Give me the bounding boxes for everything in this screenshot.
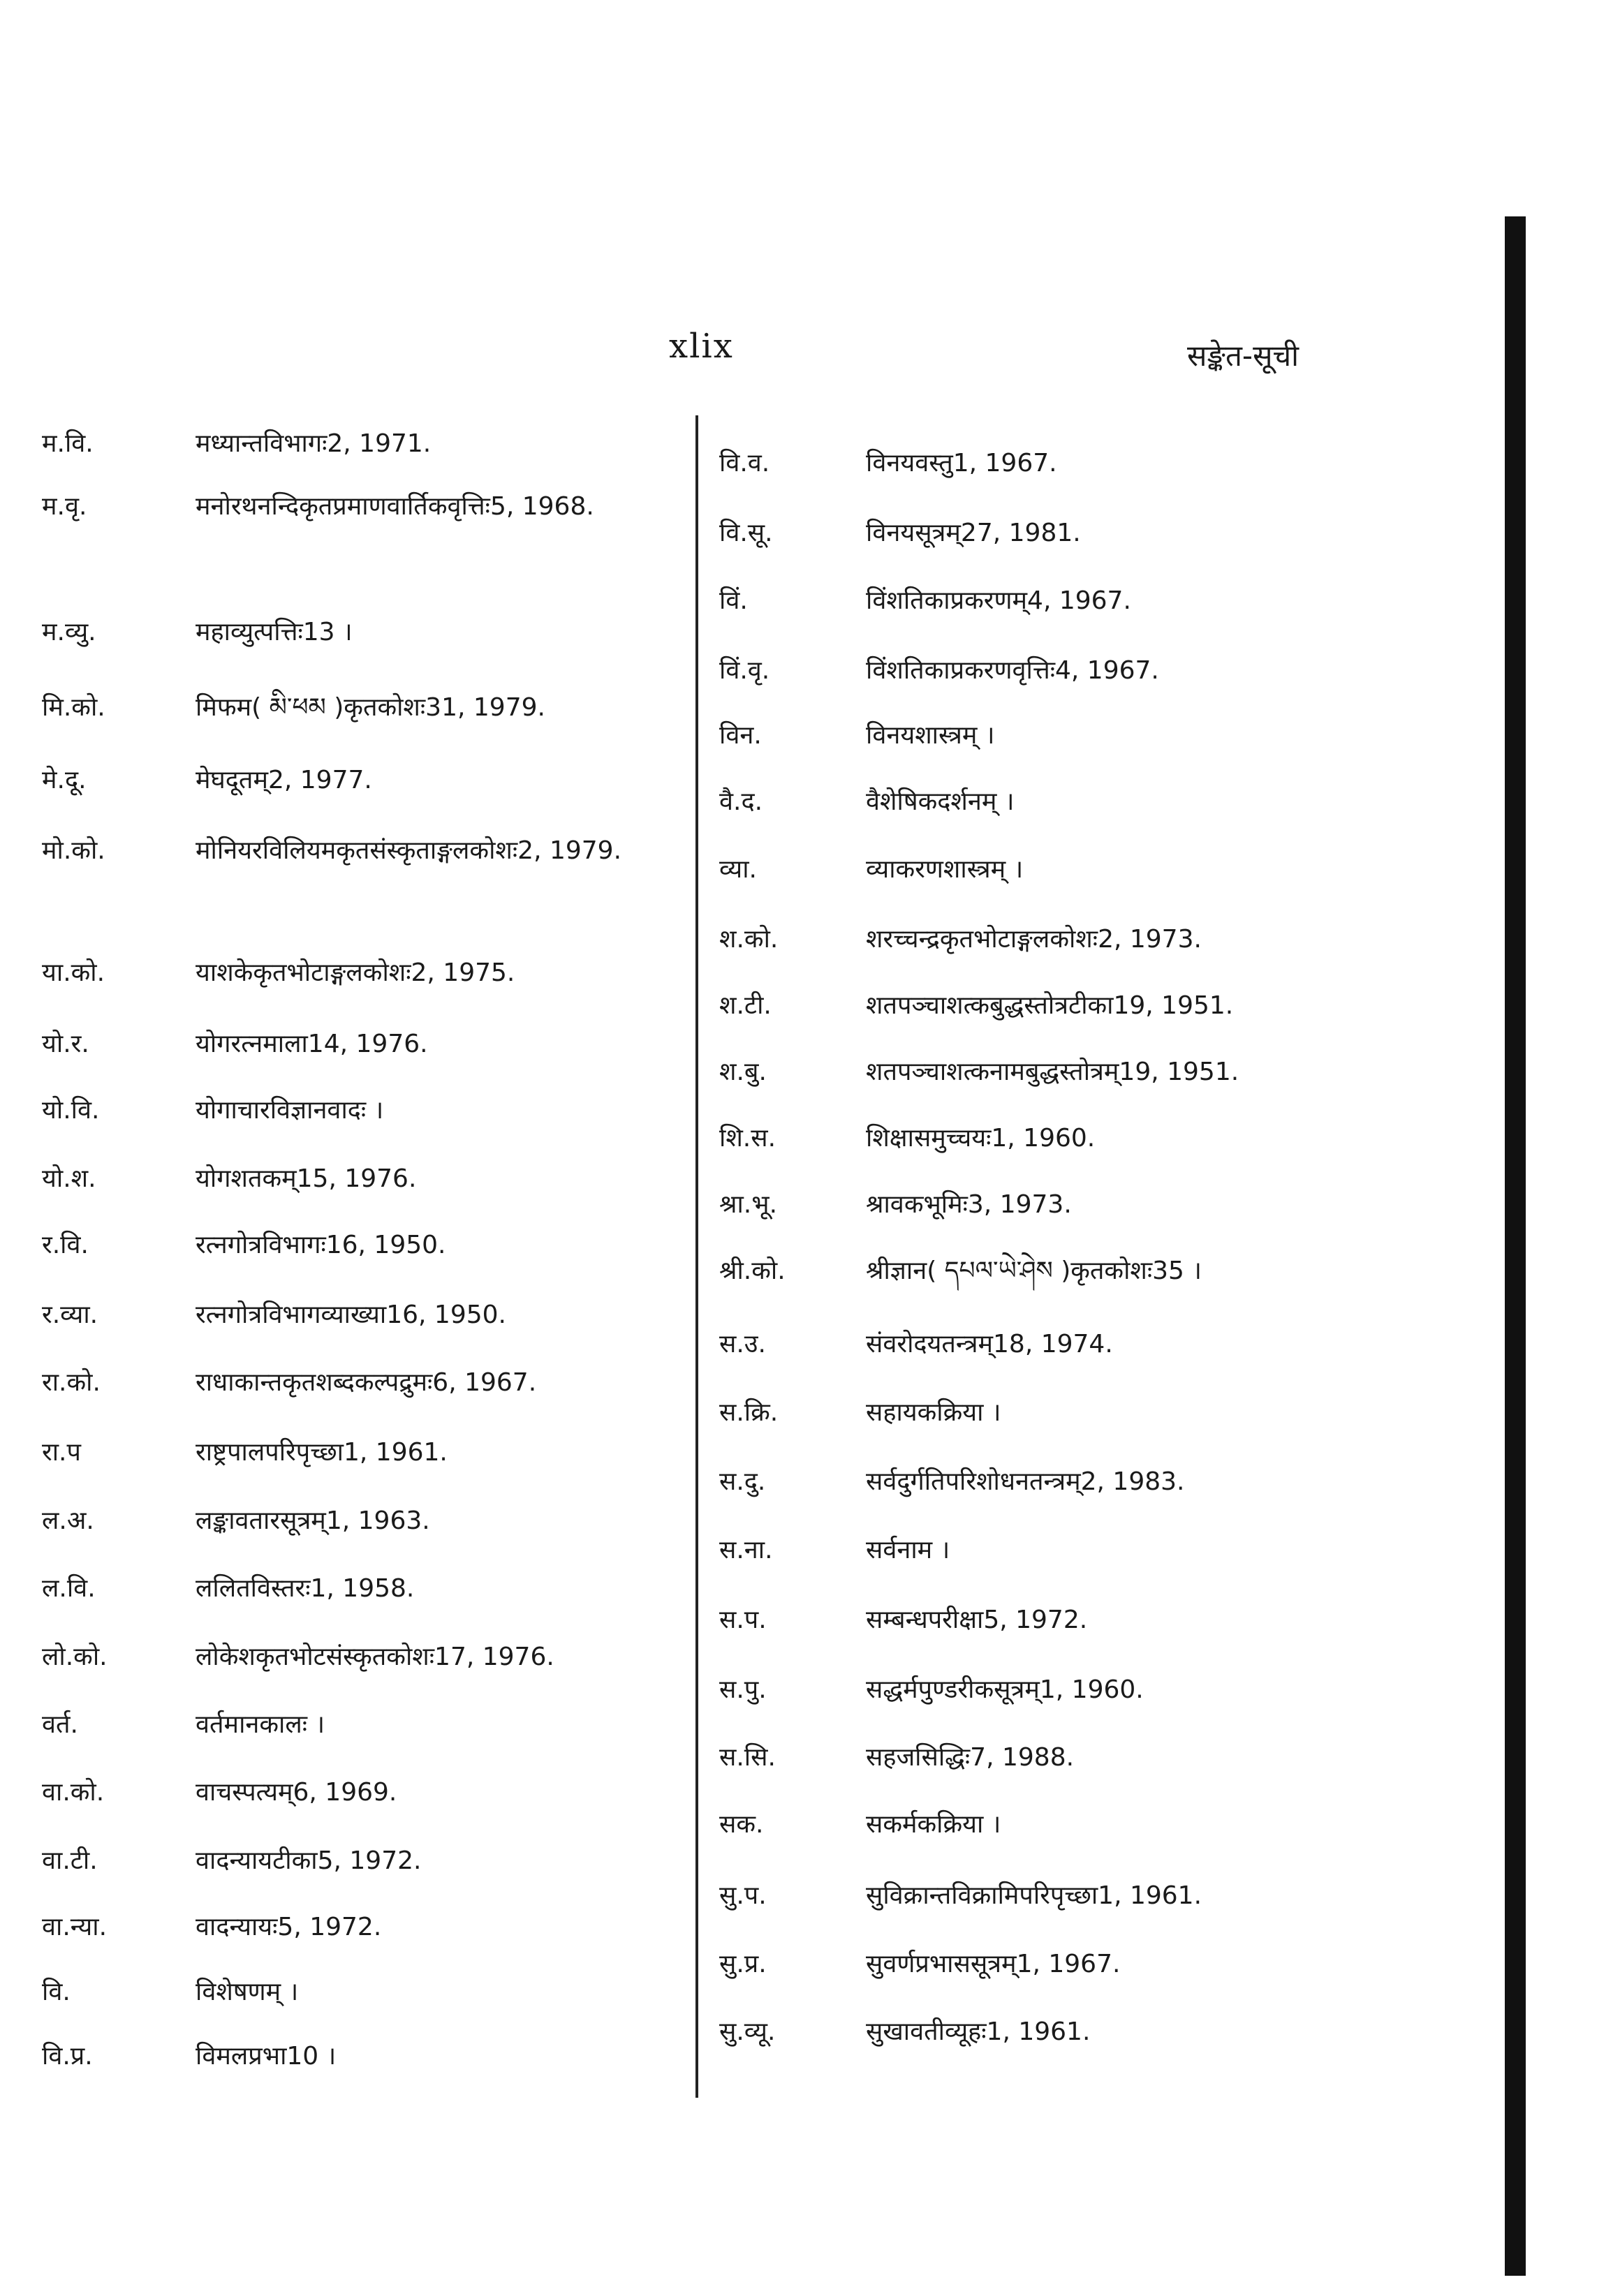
- abbreviation: वै.द.: [719, 787, 763, 816]
- abbreviation: स.ना.: [719, 1536, 773, 1564]
- abbreviation: वि.व.: [719, 449, 770, 477]
- abbreviation-expansion: सर्वनाम ।: [866, 1536, 950, 1564]
- abbreviation-entry: [42, 1161, 656, 1197]
- abbreviation: वि.सू.: [719, 519, 773, 547]
- abbreviation-expansion: रत्नगोत्रविभागव्याख्या16, 1950.: [196, 1301, 506, 1329]
- abbreviation-entry: [42, 1707, 656, 1743]
- abbreviation-expansion: योगशतकम्15, 1976.: [196, 1164, 417, 1193]
- abbreviation-expansion: संवरोदयतन्त्रम्18, 1974.: [866, 1330, 1113, 1358]
- abbreviation-entry: [719, 1602, 1334, 1638]
- abbreviation: रा.को.: [42, 1368, 101, 1397]
- abbreviation-expansion: वाचस्पत्यम्6, 1969.: [196, 1778, 397, 1807]
- abbreviation-expansion: वादन्यायः5, 1972.: [196, 1913, 382, 1941]
- running-head: सङ्केत-सूची: [1187, 339, 1299, 373]
- abbreviation: श.को.: [719, 925, 779, 954]
- abbreviation-expansion: मनोरथनन्दिकृतप्रमाणवार्तिकवृत्तिः5, 1968.: [196, 492, 594, 521]
- page-number: xlix: [669, 327, 734, 366]
- abbreviation-expansion: वैशेषिकदर्शनम् ।: [866, 787, 1015, 816]
- abbreviation-entry: [719, 1120, 1334, 1157]
- abbreviation: स.दु.: [719, 1467, 766, 1496]
- abbreviation: म.व्यु.: [42, 618, 96, 646]
- abbreviation-expansion: शतपञ्चाशत्कबुद्धस्तोत्रटीका19, 1951.: [866, 991, 1234, 1020]
- abbreviation: स.क्रि.: [719, 1398, 779, 1427]
- abbreviation-expansion: विंशतिकाप्रकरणवृत्तिः4, 1967.: [866, 656, 1159, 685]
- abbreviation-entry: [719, 718, 1334, 754]
- abbreviation: ल.वि.: [42, 1574, 96, 1603]
- abbreviation: विन.: [719, 721, 762, 750]
- abbreviation-entry: [719, 1054, 1334, 1090]
- abbreviation-expansion: मध्यान्तविभागः2, 1971.: [196, 429, 432, 458]
- abbreviation-entry: [42, 1026, 656, 1062]
- abbreviation-entry: [719, 1253, 1334, 1289]
- abbreviation: र.व्या.: [42, 1301, 98, 1329]
- abbreviation-entry: [719, 852, 1334, 888]
- abbreviation-expansion: मोनियरविलियमकृतसंस्कृताङ्गलकोशः2, 1979.: [196, 836, 622, 865]
- abbreviation-entry: [42, 1843, 656, 1879]
- abbreviation-entry: [42, 2038, 656, 2075]
- abbreviation-expansion: सुखावतीव्यूहः1, 1961.: [866, 2017, 1091, 2046]
- abbreviation-entry: [719, 1326, 1334, 1363]
- abbreviation: र.वि.: [42, 1231, 89, 1259]
- abbreviation: स.प.: [719, 1606, 767, 1634]
- abbreviation: वा.न्या.: [42, 1913, 108, 1941]
- abbreviation-expansion: राधाकान्तकृतशब्दकल्पद्रुमः6, 1967.: [196, 1368, 537, 1397]
- abbreviation-expansion: याशकेकृतभोटाङ्गलकोशः2, 1975.: [196, 958, 515, 987]
- abbreviation-entry: [719, 1946, 1334, 1983]
- abbreviation-expansion: विनयवस्तु1, 1967.: [866, 449, 1057, 477]
- abbreviation-expansion: शिक्षासमुच्चयः1, 1960.: [866, 1124, 1096, 1153]
- abbreviation: व्या.: [719, 855, 757, 884]
- abbreviation: विं.: [719, 586, 748, 615]
- abbreviation: सक.: [719, 1810, 764, 1839]
- abbreviation-entry: [719, 1187, 1334, 1223]
- abbreviation-expansion: विंशतिकाप्रकरणम्4, 1967.: [866, 586, 1131, 615]
- abbreviation-entry: [42, 833, 656, 869]
- abbreviation: रा.प: [42, 1438, 81, 1467]
- abbreviation-entry: [719, 653, 1334, 689]
- abbreviation: सु.व्यू.: [719, 2017, 776, 2046]
- abbreviation: ल.अ.: [42, 1506, 94, 1535]
- abbreviation-entry: [42, 1775, 656, 1811]
- abbreviation: लो.को.: [42, 1643, 108, 1671]
- abbreviation: श.बु.: [719, 1058, 767, 1086]
- abbreviation-expansion: महाव्युत्पत्तिः13 ।: [196, 618, 353, 646]
- abbreviation-expansion: ललितविस्तरः1, 1958.: [196, 1574, 415, 1603]
- abbreviation: श.टी.: [719, 991, 772, 1020]
- abbreviation-entry: [719, 1464, 1334, 1500]
- abbreviation-entry: [42, 1435, 656, 1471]
- abbreviation-entry: [719, 1672, 1334, 1708]
- abbreviation-entry: [42, 426, 656, 462]
- abbreviation-entry: [719, 1878, 1334, 1914]
- abbreviation: श्री.को.: [719, 1257, 786, 1285]
- abbreviation-entry: [719, 784, 1334, 820]
- abbreviation-expansion: राष्ट्रपालपरिपृच्छा1, 1961.: [196, 1438, 448, 1467]
- abbreviation-entry: [719, 1740, 1334, 1776]
- abbreviation-entry: [42, 1974, 656, 2010]
- abbreviation-entry: [719, 988, 1334, 1024]
- abbreviation: स.उ.: [719, 1330, 766, 1358]
- abbreviation: वि.प्र.: [42, 2042, 93, 2071]
- abbreviation-expansion: लङ्कावतारसूत्रम्1, 1963.: [196, 1506, 430, 1535]
- abbreviation-entry: [42, 1093, 656, 1129]
- abbreviation-expansion: सुविक्रान्तविक्रामिपरिपृच्छा1, 1961.: [866, 1881, 1202, 1910]
- abbreviation-entry: [719, 1395, 1334, 1431]
- abbreviation: यो.वि.: [42, 1096, 100, 1125]
- abbreviation-entry: [42, 1571, 656, 1607]
- abbreviation-expansion: सद्धर्मपुण्डरीकसूत्रम्1, 1960.: [866, 1675, 1144, 1704]
- abbreviation-expansion: व्याकरणशास्त्रम् ।: [866, 855, 1024, 884]
- abbreviation-expansion: सर्वदुर्गतिपरिशोधनतन्त्रम्2, 1983.: [866, 1467, 1185, 1496]
- abbreviation-expansion: विनयशास्त्रम् ।: [866, 721, 995, 750]
- abbreviation-expansion: शरच्चन्द्रकृतभोटाङ्गलकोशः2, 1973.: [866, 925, 1202, 954]
- abbreviation-entry: [42, 1227, 656, 1264]
- abbreviation: यो.श.: [42, 1164, 96, 1193]
- abbreviation-entry: [42, 1909, 656, 1946]
- abbreviation: वर्त.: [42, 1710, 78, 1739]
- abbreviation-entry: [42, 1297, 656, 1333]
- abbreviation-expansion: सहजसिद्धिः7, 1988.: [866, 1743, 1075, 1772]
- abbreviation: यो.र.: [42, 1030, 89, 1058]
- abbreviation-entry: [42, 1639, 656, 1675]
- abbreviation: वि.: [42, 1978, 71, 2006]
- abbreviation: म.वि.: [42, 429, 94, 458]
- abbreviation-expansion: श्रावकभूमिः3, 1973.: [866, 1190, 1072, 1219]
- abbreviation: स.पु.: [719, 1675, 767, 1704]
- column-divider: [695, 415, 698, 2098]
- abbreviation: सु.प.: [719, 1881, 767, 1910]
- abbreviation-expansion: मेघदूतम्2, 1977.: [196, 766, 372, 794]
- abbreviation-entry: [42, 762, 656, 799]
- page-edge-bar: [1505, 216, 1526, 2276]
- abbreviation-expansion: विशेषणम् ।: [196, 1978, 299, 2006]
- abbreviation-entry: [719, 2014, 1334, 2050]
- abbreviation-expansion: सम्बन्धपरीक्षा5, 1972.: [866, 1606, 1088, 1634]
- abbreviation-entry: [42, 1365, 656, 1401]
- abbreviation: वा.को.: [42, 1778, 105, 1807]
- abbreviation: विं.वृ.: [719, 656, 770, 685]
- abbreviation-entry: [719, 445, 1334, 482]
- abbreviation: श्रा.भू.: [719, 1190, 778, 1219]
- abbreviation: मे.दू.: [42, 766, 87, 794]
- abbreviation-expansion: योगरत्नमाला14, 1976.: [196, 1030, 428, 1058]
- abbreviation-entry: [42, 489, 656, 525]
- abbreviation-entry: [719, 583, 1334, 619]
- abbreviation-expansion: वर्तमानकालः ।: [196, 1710, 325, 1739]
- abbreviation-expansion: श्रीज्ञान( དཔལ་ཡེ་ཤེས )कृतकोशः35 ।: [866, 1257, 1202, 1285]
- abbreviation-entry: [42, 614, 656, 651]
- abbreviation-entry: [719, 1807, 1334, 1843]
- abbreviation-expansion: मिफम( མི་ཕམ )कृतकोशः31, 1979.: [196, 693, 545, 722]
- abbreviation: वा.टी.: [42, 1846, 98, 1875]
- abbreviation-entry: [719, 1532, 1334, 1569]
- abbreviation-entry: [42, 690, 656, 726]
- abbreviation-expansion: रत्नगोत्रविभागः16, 1950.: [196, 1231, 446, 1259]
- abbreviation: मि.को.: [42, 693, 105, 722]
- abbreviation: मो.को.: [42, 836, 105, 865]
- abbreviation: स.सि.: [719, 1743, 776, 1772]
- abbreviation-expansion: सुवर्णप्रभाससूत्रम्1, 1967.: [866, 1950, 1121, 1978]
- abbreviation-expansion: विमलप्रभा10 ।: [196, 2042, 337, 2071]
- abbreviation: म.वृ.: [42, 492, 87, 521]
- abbreviation-entry: [719, 921, 1334, 958]
- abbreviation: या.को.: [42, 958, 105, 987]
- abbreviation-expansion: लोकेशकृतभोटसंस्कृतकोशः17, 1976.: [196, 1643, 554, 1671]
- abbreviation: सु.प्र.: [719, 1950, 767, 1978]
- abbreviation-expansion: विनयसूत्रम्27, 1981.: [866, 519, 1081, 547]
- abbreviation-expansion: सकर्मकक्रिया ।: [866, 1810, 1001, 1839]
- abbreviation: शि.स.: [719, 1124, 776, 1153]
- abbreviation-entry: [42, 955, 656, 991]
- abbreviation-entry: [42, 1503, 656, 1539]
- abbreviation-entry: [719, 515, 1334, 551]
- abbreviation-expansion: योगाचारविज्ञानवादः ।: [196, 1096, 384, 1125]
- abbreviation-expansion: शतपञ्चाशत्कनामबुद्धस्तोत्रम्19, 1951.: [866, 1058, 1239, 1086]
- abbreviation-expansion: वादन्यायटीका5, 1972.: [196, 1846, 422, 1875]
- abbreviation-expansion: सहायकक्रिया ।: [866, 1398, 1001, 1427]
